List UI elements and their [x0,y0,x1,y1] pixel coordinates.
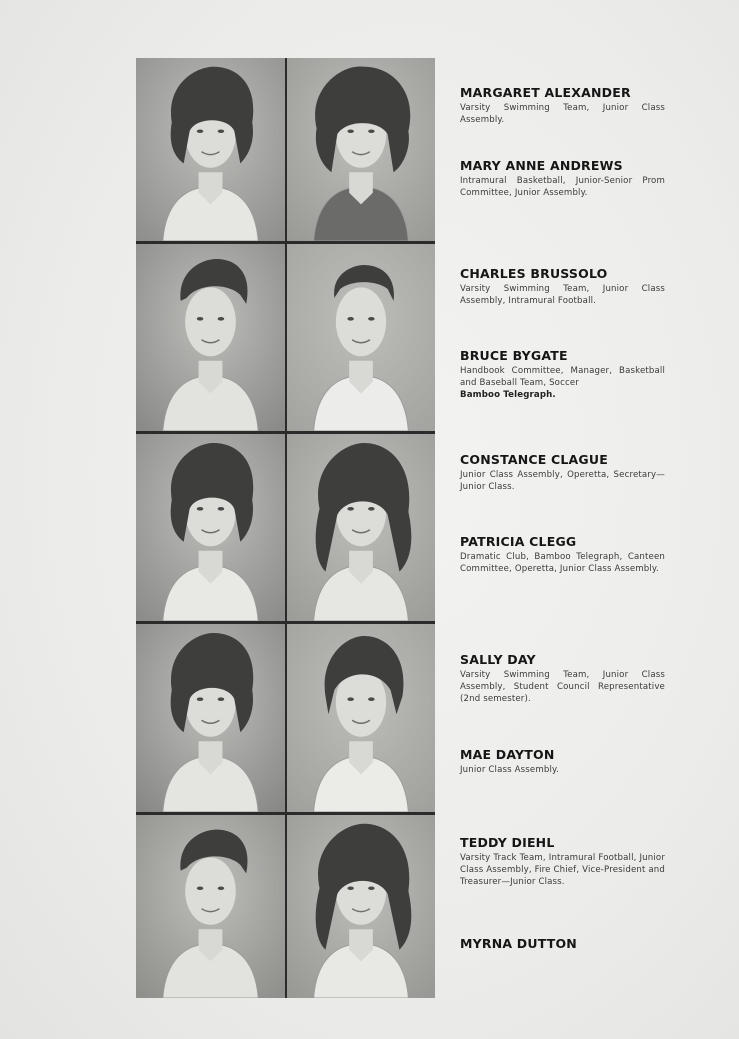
student-name: BRUCE BYGATE [460,348,568,363]
student-name: CHARLES BRUSSOLO [460,266,608,281]
portrait-photo [287,58,435,241]
student-name: PATRICIA CLEGG [460,534,577,549]
portrait-photo [287,624,435,812]
portrait-photo [136,434,285,621]
student-activities: Varsity Swimming Team, Junior Class Assembly. [460,103,665,125]
student-activities: Intramural Basketball, Junior-Senior Prom Committee, Junior Assembly. [460,176,665,198]
student-activities: Varsity Swimming Team, Junior Class Assembly, Intramural Football. [460,284,665,306]
portrait-photo [136,58,285,241]
student-entry [460,86,665,126]
student-name: MARGARET ALEXANDER [460,85,631,100]
student-activities: Varsity Track Team, Intramural Football, Junior Class Assembly, Fire Chief, Vice-President and Treasurer—Junior Class. [460,853,665,887]
student-activities: Varsity Swimming Team, Junior Class Assembly, Student Council Representative (2nd semester). [460,670,665,704]
portrait-grid [136,58,435,998]
student-name: TEDDY DIEHL [460,835,555,850]
student-entry [460,267,665,307]
portrait-photo [136,244,285,431]
student-entry [460,653,665,705]
student-name: SALLY DAY [460,652,536,667]
portrait-photo [287,244,435,431]
portrait-photo [287,815,435,998]
student-name: MARY ANNE ANDREWS [460,158,623,173]
portrait-photo [136,624,285,812]
student-entry [460,748,665,776]
student-activities: Dramatic Club, Bamboo Telegraph, Canteen Committee, Operetta, Junior Class Assembly. [460,552,665,574]
activities-text: Handbook Committee, Manager, Basketball and Baseball Team, Soccer [460,366,665,388]
activities-highlight: Bamboo Telegraph. [460,390,556,400]
student-activities: Junior Class Assembly. [460,765,559,775]
student-activities [460,365,665,401]
student-entry [460,535,665,575]
portrait-photo [287,434,435,621]
student-entry [460,937,665,953]
student-entry [460,836,665,888]
student-entry [460,159,665,199]
student-activities: Junior Class Assembly, Operetta, Secretary—Junior Class. [460,470,665,492]
student-name: MAE DAYTON [460,747,555,762]
student-entry [460,453,665,493]
portrait-photo [136,815,285,998]
student-name: CONSTANCE CLAGUE [460,452,608,467]
student-name: MYRNA DUTTON [460,936,577,951]
student-entry [460,349,665,401]
